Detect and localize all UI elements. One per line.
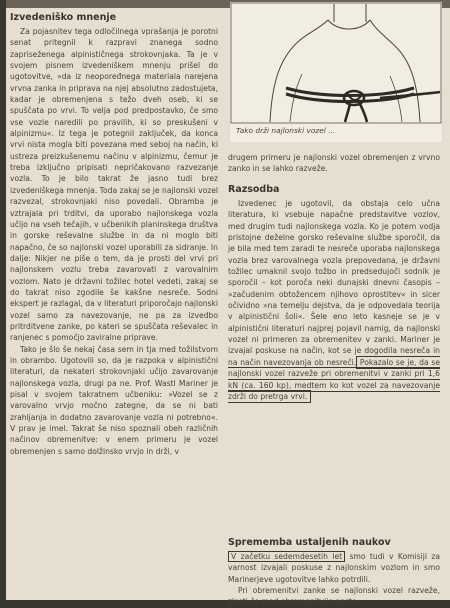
section-heading-sprememba: Sprememba ustaljenih naukov xyxy=(228,537,391,548)
section-heading-razsodba: Razsodba xyxy=(228,184,280,195)
section-heading-izvedenisko-mnenje: Izvedeniško mnenje xyxy=(10,12,117,23)
right-column-razsodba xyxy=(228,184,440,402)
razsodba-text: Izvedenec je ugotovil, da obstaja celo učna literatura, ki vsebuje napačne predstavitve vozlov, med drugim tudi najlonskega vozla. Ko je potem vodja pristojne deželne gorsko reševalne službe sporočil, da je bila med tem zaradi te nesreče uporaba najlonskega vozla brez varovalnega vozla prepovedana, je državni tožilec umaknil svojo tožbo in predsedujoči sodnik je sporočil – kot poroča neki dunajski dnevni časopis – »začudenim obtožencem njihovo oprostitev« in sicer očividno »na temelju dejstva, da je odpovedala teorija v alpinistični šoli«. Šele eno leto kasneje se je v alpinistični literaturi najprej pojavil namig, da najlonski vozel ni primeren za obremenitev v zanki. Mariner je izvajal poskuse na način, kot se je dogodila nesreča in na način navezovanja ob nesreči. xyxy=(228,199,440,367)
left-paragraph-1: Za pojasnitev tega odločilnega vprašanja je porotni senat pritegnil k razpravi znanega sodno zapriseženega alpinističnega strokovnjaka. Ta je v svojem pisnem izvedeniškem mnenju prišel do ugotovitve, »da iz neopoređnega materiala narejena vrvna zanka in priprava na njej absolutno zadostujeta, kadar je obremenjena s težo dveh oseb, ki se spuščata po vrvi. To velja pod predpostavko, če smo vse vozle naredili po pravilih, ki so preskušeni v alpinizmu«. Iz tega je potegnil zaključek, da konca vrvi nista mogla biti povezana med seboj na način, ki ustreza preizkušenemu načinu v alpinizmu, čemur je treba izključno pripisati nepričakovano razvezanje vozla. To je bilo takrat že jasno tudi brez izvedeniškega mnenja. Toda zakaj se je najlonski vozel razvezal, strokovnjaki niso povedali. Obramba je vztrajala pri trditvi, da uporabo najlonskega vozla učijo na vseh tečajih, v učbenikih planinskega društva in gorske reševalne službe in da ni moglo biti napačno, če so najlonski vozel uporabili za sidranje. In dalje: Nikjer ne piše o tem, da je prosti del vrvi pri najlonskem vozlu treba zavarovati z varovalnim vozlom. Nato je državni tožilec hotel vedeti, zakaj se do takrat niso zgodile še kakšne nesreče. Sodni ekspert je razlagal, da v literaturi priporočajo najlonski vozel samo za navezovanje, ne pa za izvedbo pritrditvene zanke, po kateri se spuščata reševalec in ranjenec s pomočjo zaviralne priprave. xyxy=(10,27,218,343)
sprememba-paragraph-1 xyxy=(228,551,440,585)
figure-caption: Tako drži najlonski vozel ... xyxy=(236,126,336,135)
right-continuation-paragraph: drugem primeru je najlonski vozel obremenjen z vrvno zanko in se lahko razveže. xyxy=(228,153,440,174)
sprememba-text: smo tudi v Komisiji za varnost izvajali poskuse z najlonskim vozlom in smo Marinerjeve ugotovitve lahko potrdili. xyxy=(228,552,440,584)
book-page xyxy=(6,0,450,607)
sprememba-paragraph-2: Pri obremenitvi zanke se najlonski vozel razveže, zlasti če med obremenitvijo nasto- xyxy=(228,586,440,607)
left-paragraph-2: Tako je šlo še nekaj časa sem in tja med tožilstvom in obrambo. Ugotovili so, da je razpoka v alpinistični literaturi, da nekateri strokovnjaki učijo zavarovanje najlonskega vozla, drugi pa ne. Prof. Wastl Mariner je pisal v svojem takratnem učbeniku: »Vozel se z varovalno vrvjo močno zategne, da se ni bati zrahljanja in dodatno zavarovanje vozla ni potrebno«. V prav je imel. Takrat še niso spoznali obeh različnih načinov obremenitve: v enem primeru je vozel obremenjen s samo dolžinsko vrvjo in drži, v xyxy=(10,344,218,456)
right-column-continuation xyxy=(228,152,440,175)
knot-illustration xyxy=(230,2,442,142)
sprememba-boxed-lead: V začetku sedemdesetih let xyxy=(228,551,345,562)
razsodba-boxed-text: Pokazalo se je, da se najlonski vozel razveže pri obremenitvi v zanki pri 1,6 kN (ca. 160 kp), medtem ko kot vozel za navezovanje zdrži do pretrga vrvi. xyxy=(228,357,440,401)
knot-drawing xyxy=(230,2,442,142)
left-column xyxy=(10,12,218,457)
razsodba-paragraph xyxy=(228,198,440,402)
right-column-sprememba xyxy=(228,537,440,608)
